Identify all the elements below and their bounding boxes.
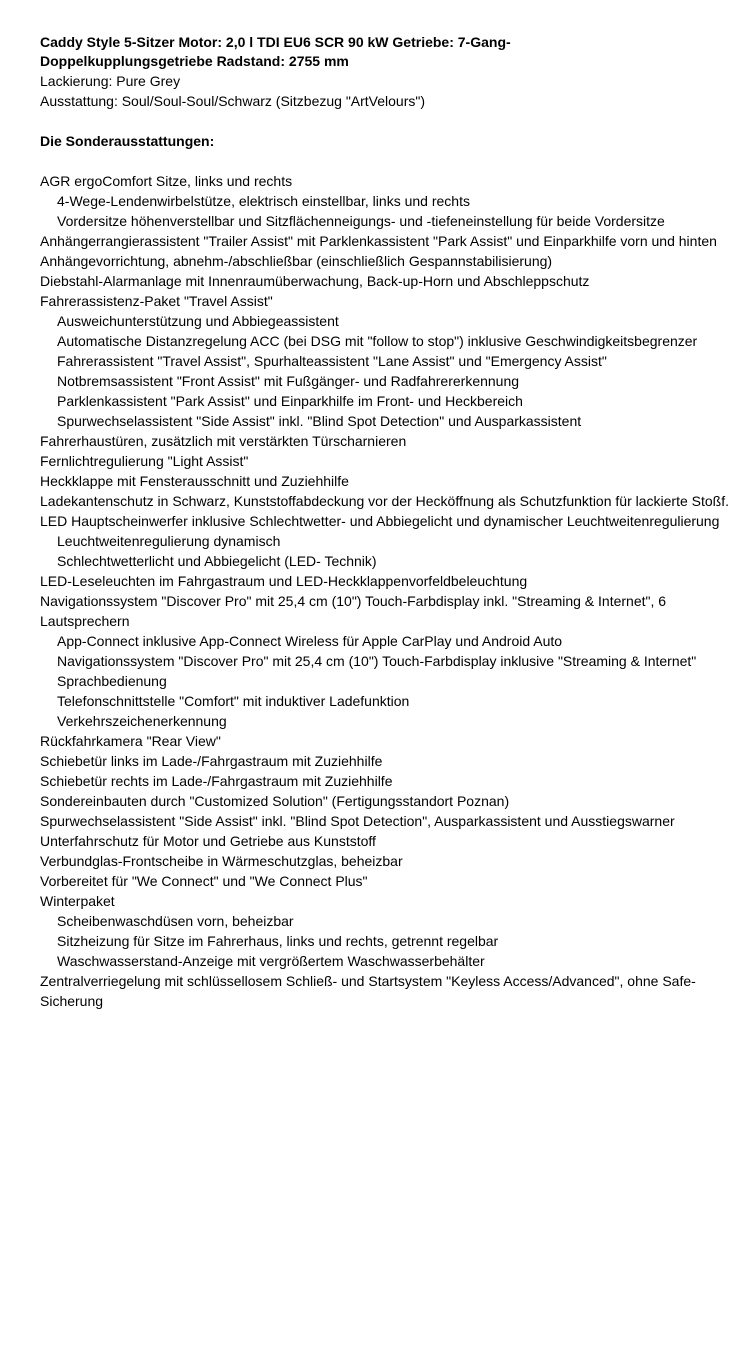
option-sub-item: Automatische Distanzregelung ACC (bei DSG mit "follow to stop") inklusive Geschwindigkeitsbegrenzer [57,333,698,349]
option-item: Zentralverriegelung mit schlüssellosem Schließ- und Startsystem "Keyless Access/Advanced", ohne Safe-Sicherung [40,973,696,1009]
option-sub-item: App-Connect inklusive App-Connect Wireless für Apple CarPlay und Android Auto [57,633,563,649]
option-item: Fahrerassistenz-Paket "Travel Assist" [40,293,273,309]
option-item: Verbundglas-Frontscheibe in Wärmeschutzglas, beheizbar [40,853,403,869]
option-item: Heckklappe mit Fensterausschnitt und Zuziehhilfe [40,473,349,489]
option-item: AGR ergoComfort Sitze, links und rechts [40,173,293,189]
option-sub-item: Scheibenwaschdüsen vorn, beheizbar [57,913,294,929]
option-sub-item: Ausweichunterstützung und Abbiegeassistent [57,313,339,329]
options-list [40,171,730,1011]
option-sub-item: Spurwechselassistent "Side Assist" inkl. "Blind Spot Detection" und Ausparkassistent [57,413,582,429]
option-item: Fernlichtregulierung "Light Assist" [40,453,249,469]
option-item: Vorbereitet für "We Connect" und "We Connect Plus" [40,873,368,889]
option-sub-item: Sitzheizung für Sitze im Fahrerhaus, links und rechts, getrennt regelbar [57,933,499,949]
option-item: Diebstahl-Alarmanlage mit Innenraumüberwachung, Back-up-Horn und Abschleppschutz [40,273,590,289]
option-sub-item: Parklenkassistent "Park Assist" und Einparkhilfe im Front- und Heckbereich [57,393,523,409]
option-sub-item: 4-Wege-Lendenwirbelstütze, elektrisch einstellbar, links und rechts [57,193,470,209]
option-item: Schiebetür rechts im Lade-/Fahrgastraum mit Zuziehhilfe [40,773,393,789]
option-item: Unterfahrschutz für Motor und Getriebe aus Kunststoff [40,833,376,849]
option-sub-item: Fahrerassistent "Travel Assist", Spurhalteassistent "Lane Assist" und "Emergency Assist" [57,353,607,369]
option-sub-item: Telefonschnittstelle "Comfort" mit induktiver Ladefunktion [57,693,410,709]
option-item: LED-Leseleuchten im Fahrgastraum und LED-Heckklappenvorfeldbeleuchtung [40,573,528,589]
option-sub-item: Leuchtweitenregulierung dynamisch [57,533,281,549]
option-item: Rückfahrkamera "Rear View" [40,733,221,749]
option-item: Schiebetür links im Lade-/Fahrgastraum mit Zuziehhilfe [40,753,383,769]
option-sub-item: Verkehrszeichenerkennung [57,713,227,729]
option-sub-item: Schlechtwetterlicht und Abbiegelicht (LED- Technik) [57,553,377,569]
option-sub-item: Sprachbedienung [57,673,167,689]
paint-color: Lackierung: Pure Grey [40,73,181,89]
option-item: Anhängevorrichtung, abnehm-/abschließbar (einschließlich Gespannstabilisierung) [40,253,553,269]
option-item: LED Hauptscheinwerfer inklusive Schlechtwetter- und Abbiegelicht und dynamischer Leuchtweitenregulierung [40,513,720,529]
option-item: Spurwechselassistent "Side Assist" inkl. "Blind Spot Detection", Ausparkassistent und Ausstiegswarner [40,813,675,829]
option-sub-item: Waschwasserstand-Anzeige mit vergrößertem Waschwasserbehälter [57,953,485,969]
option-sub-item: Notbremsassistent "Front Assist" mit Fußgänger- und Radfahrererkennung [57,373,520,389]
option-item: Anhängerrangierassistent "Trailer Assist" mit Parklenkassistent "Park Assist" und Einparkhilfe vorn und hinten [40,233,717,249]
section-heading: Die Sonderausstattungen: [40,133,215,149]
option-item: Fahrerhaustüren, zusätzlich mit verstärkten Türscharnieren [40,433,407,449]
option-item: Navigationssystem "Discover Pro" mit 25,4 cm (10") Touch-Farbdisplay inkl. "Streaming & Internet", 6 Lautsprechern [40,593,667,629]
option-sub-item: Navigationssystem "Discover Pro" mit 25,4 cm (10") Touch-Farbdisplay inklusive "Streaming & Internet" [57,653,697,669]
interior-equipment: Ausstattung: Soul/Soul-Soul/Schwarz (Sitzbezug "ArtVelours") [40,93,426,109]
option-item: Winterpaket [40,893,115,909]
option-item: Sondereinbauten durch "Customized Solution" (Fertigungsstandort Poznan) [40,793,510,809]
option-sub-item: Vordersitze höhenverstellbar und Sitzflächenneigungs- und -tiefeneinstellung für beide Vordersitze [57,213,665,229]
option-item: Ladekantenschutz in Schwarz, Kunststoffabdeckung vor der Hecköffnung als Schutzfunktion für lackierte Stoßf. [40,493,729,509]
vehicle-title: Caddy Style 5-Sitzer Motor: 2,0 l TDI EU6 SCR 90 kW Getriebe: 7-Gang-Doppelkupplungsgetriebe Radstand: 2755 mm [40,34,511,69]
